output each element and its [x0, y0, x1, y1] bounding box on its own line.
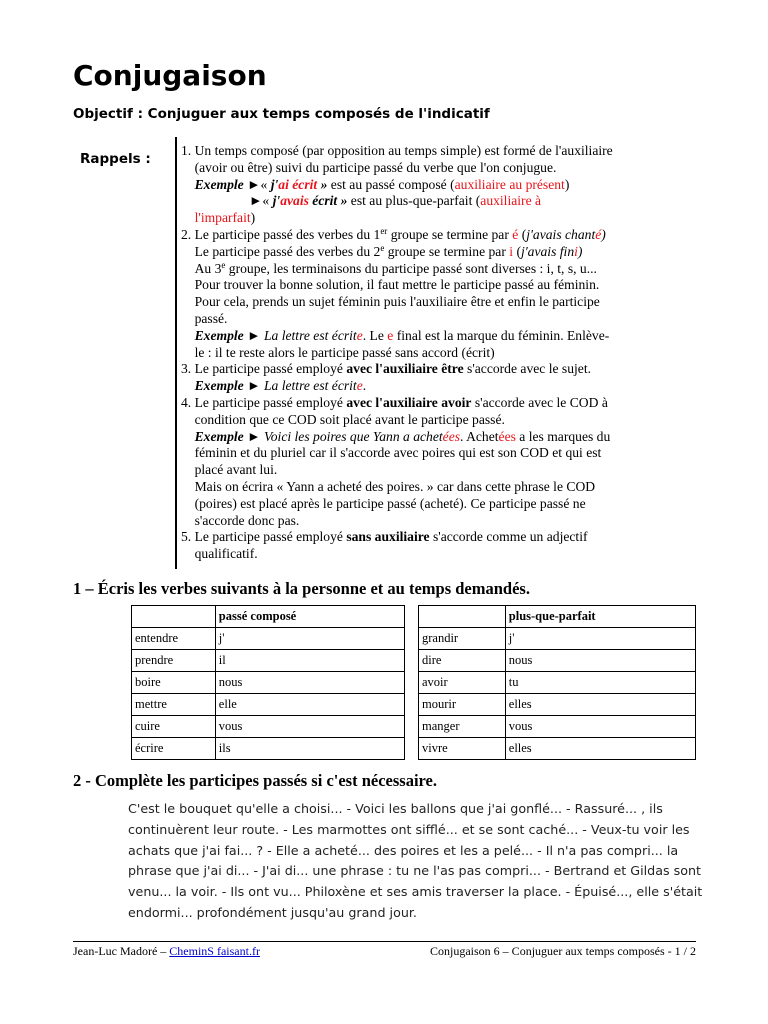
rappels-text: s'accorde donc pas. [181, 512, 300, 528]
rappels-text: Exemple [194, 327, 244, 343]
rappels-text: 2. Le participe passé des verbes du 1 [181, 226, 381, 242]
pronoun-cell[interactable]: nous [215, 672, 404, 694]
verb-cell: dire [419, 650, 506, 672]
rappels-line [181, 143, 681, 160]
rappels-text: e [380, 242, 385, 253]
rappels-label: Rappels : [80, 151, 151, 167]
rappels-text: é [512, 226, 519, 242]
rappels-text: est au passé composé ( [327, 176, 455, 192]
rappels-line [181, 210, 681, 227]
pronoun-cell[interactable]: vous [505, 716, 695, 738]
verb-cell: manger [419, 716, 506, 738]
footer-author: Jean-Luc Madoré – [73, 944, 170, 958]
rappels-text: ( [518, 226, 527, 242]
rappels-text: l'imparfait [194, 210, 251, 226]
rappels-text: Au 3 [181, 260, 222, 276]
objective: Objectif : Conjuguer aux temps composés de l'indicatif [73, 106, 490, 122]
verb-cell: mettre [132, 694, 216, 716]
rappels-line [181, 294, 681, 311]
rappels-text: est au plus-que-parfait ( [347, 193, 481, 209]
table-row [419, 716, 696, 738]
rappels-text: Exemple [194, 176, 248, 192]
rappels-text: e [221, 259, 226, 270]
table-row [419, 650, 696, 672]
rappels-text: féminin et du pluriel car il s'accorde avec poires qui est son COD et qui est [181, 445, 602, 461]
footer-left [73, 944, 260, 958]
rappels-text: Exemple [194, 378, 244, 394]
rappels-line [181, 328, 681, 345]
rappels-text: La lettre est écrit [263, 327, 357, 343]
verb-cell: boire [132, 672, 216, 694]
rappels-text: e [387, 327, 394, 343]
header-cell-tense: plus-que-parfait [505, 606, 695, 628]
rappels-text [181, 177, 195, 192]
exercise2-line: phrase que j'ai di... - J'ai di... une phrase : tu ne l'as pas compri... - Bertrand et Gildas sont [128, 863, 702, 879]
rappels-line [181, 177, 681, 194]
rappels-text: final est la marque du féminin. Enlève- [393, 327, 610, 343]
table-plus-que-parfait [418, 605, 696, 760]
table-row [419, 738, 696, 760]
rappels-text: groupe se termine par [384, 243, 510, 259]
footer-page-info: Conjugaison 6 – Conjuguer aux temps composés - 1 / 2 [430, 944, 696, 958]
rappels-line [181, 227, 681, 244]
verb-cell: mourir [419, 694, 506, 716]
exercise2-line: C'est le bouquet qu'elle a choisi... - Voici les ballons que j'ai gonflé... - Rassuré... , ils [128, 801, 663, 816]
rappels-text: ► [243, 428, 264, 444]
pronoun-cell[interactable]: j' [215, 628, 404, 650]
rappels-text: ) [564, 176, 570, 192]
rappels-line [181, 445, 681, 462]
table-row [132, 738, 405, 760]
rappels-text: qualificatif. [181, 546, 258, 562]
rappels-text: 5. Le participe passé employé [181, 529, 347, 545]
exercise2-line: achats que j'ai fai... ? - Elle a acheté... des poires et les a pelé... - Il n'a pas compri... la [128, 842, 679, 858]
rappels-line [181, 311, 681, 328]
rappels-text [181, 210, 195, 225]
footer-link[interactable]: CheminS faisant.fr [169, 944, 260, 958]
rappels-text: ► [243, 327, 264, 343]
exercise2-title: 2 - Complète les participes passés si c'est nécessaire. [73, 771, 438, 790]
table-header [419, 606, 696, 628]
rappels-text: er [380, 225, 388, 236]
rappels-text: 1. Un temps composé (par opposition au temps simple) est formé de l'auxiliaire [181, 143, 613, 158]
rappels-text: ►« [181, 193, 273, 209]
rappels-text: i [574, 243, 578, 259]
rappels-text: passé. [181, 310, 228, 326]
exercise2-line: continuèrent leur route. - Les marmottes ont sifflé... et se sont caché... - Veux-tu voir les [128, 821, 690, 837]
exercise2-line: endormi... profondément jusqu'au grand jour. [128, 904, 417, 920]
verb-cell: entendre [132, 628, 216, 650]
rappels-text: (avoir ou être) suivi du participe passé du verbe que l'on conjugue. [181, 159, 557, 175]
rappels-list [181, 143, 681, 563]
rappels-text: groupe se termine par [387, 226, 513, 242]
exercise1-title: 1 – Écris les verbes suivants à la personne et au temps demandés. [73, 579, 530, 598]
rappels-text: i [509, 243, 514, 259]
rappels-text: e [356, 378, 363, 394]
rappels-text: j'avais fin [520, 243, 575, 259]
rappels-text: 4. Le participe passé employé [181, 394, 347, 410]
verb-cell: vivre [419, 738, 506, 760]
exercise2-text [128, 799, 703, 924]
rappels-text: Pour trouver la bonne solution, il faut mettre le participe passé au féminin. [181, 277, 600, 293]
footer-divider [73, 941, 696, 942]
verb-cell: écrire [132, 738, 216, 760]
rappels-text [181, 328, 195, 343]
rappels-text: ) [577, 243, 583, 259]
rappels-text: (poires) est placé après le participe passé (acheté). Ce participe passé ne [181, 495, 586, 511]
table-header [132, 606, 405, 628]
pronoun-cell[interactable]: j' [505, 628, 695, 650]
rappels-line [181, 345, 681, 362]
rappels-text: placé avant lui. [181, 462, 278, 478]
rappels-text: a les marques du [515, 428, 611, 444]
rappels-text: le : il te reste alors le participe passé sans accord (écrit) [181, 344, 495, 360]
pronoun-cell[interactable]: vous [215, 716, 404, 738]
table-passe-compose [131, 605, 405, 760]
pronoun-cell[interactable]: elle [215, 694, 404, 716]
page-title: Conjugaison [73, 59, 267, 92]
rappels-text: avais [280, 193, 309, 209]
rappels-text: é [595, 226, 602, 242]
rappels-line [181, 546, 681, 563]
rappels-text: avec l'auxiliaire avoir [346, 394, 472, 410]
rappels-text: Pour cela, prends un sujet féminin puis l'auxiliaire être et enfin le participe [181, 294, 600, 310]
rappels-divider [175, 137, 177, 569]
rappels-line [181, 429, 681, 446]
verb-cell: cuire [132, 716, 216, 738]
table-row [132, 628, 405, 650]
rappels-line [181, 160, 681, 177]
rappels-line [181, 361, 681, 378]
rappels-text: ►« [247, 176, 271, 192]
rappels-text: ) [601, 226, 606, 242]
rappels-text: j'avais chant [526, 226, 596, 242]
rappels-text: auxiliaire à [480, 193, 542, 209]
rappels-text: e [356, 327, 363, 343]
verb-cell: avoir [419, 672, 506, 694]
rappels-line [181, 277, 681, 294]
rappels-text: ées [442, 428, 461, 444]
rappels-text: s'accorde avec le sujet. [463, 361, 591, 377]
rappels-text: La lettre est écrit [263, 378, 357, 394]
pronoun-cell[interactable]: ils [215, 738, 404, 760]
rappels-text: . Achet [460, 428, 499, 444]
rappels-line [181, 496, 681, 513]
header-cell-verb [132, 606, 216, 628]
exercise2-line: venu... la voir. - Ils ont vu... Philoxène et ses amis traverser la place. - Épuisé..., elle s'était [128, 884, 703, 900]
rappels-text: condition que ce COD soit placé avant le participe passé. [181, 411, 505, 427]
rappels-text: . [362, 378, 367, 394]
verb-cell: prendre [132, 650, 216, 672]
rappels-text [181, 429, 195, 444]
rappels-line [181, 244, 681, 261]
rappels-text: 3. Le participe passé employé [181, 361, 347, 377]
rappels-text: j' [272, 193, 281, 209]
rappels-text: ai écrit [278, 176, 318, 192]
rappels-text: avec l'auxiliaire être [346, 361, 464, 377]
rappels-text: auxiliaire au présent [454, 176, 565, 192]
header-cell-tense: passé composé [215, 606, 404, 628]
rappels-line [181, 479, 681, 496]
rappels-text: s'accorde avec le COD à [471, 394, 608, 410]
rappels-text: j' [270, 176, 279, 192]
rappels-text: sans auxiliaire [346, 529, 430, 545]
rappels-line [181, 378, 681, 395]
rappels-text: Le participe passé des verbes du 2 [181, 243, 381, 259]
rappels-line [181, 513, 681, 530]
table-row [132, 672, 405, 694]
pronoun-cell[interactable]: tu [505, 672, 695, 694]
rappels-text: s'accorde comme un adjectif [429, 529, 588, 545]
rappels-text [181, 378, 195, 393]
rappels-line [181, 412, 681, 429]
header-cell-verb [419, 606, 506, 628]
rappels-text: ées [498, 428, 516, 444]
table-row [419, 672, 696, 694]
verb-cell: grandir [419, 628, 506, 650]
rappels-text: ) [250, 210, 256, 226]
rappels-text: . Le [362, 327, 388, 343]
rappels-text: ► [243, 378, 264, 394]
pronoun-cell[interactable]: elles [505, 738, 695, 760]
rappels-text: ( [513, 243, 521, 259]
rappels-line [181, 193, 681, 210]
pronoun-cell[interactable]: nous [505, 650, 695, 672]
rappels-text: Voici les poires que Yann a achet [263, 428, 443, 444]
rappels-text: écrit » [308, 193, 348, 209]
rappels-line [181, 395, 681, 412]
rappels-text: » [317, 176, 328, 192]
rappels-line [181, 529, 681, 546]
pronoun-cell[interactable]: il [215, 650, 404, 672]
rappels-text: Exemple [194, 428, 244, 444]
table-row [132, 694, 405, 716]
table-row [419, 628, 696, 650]
rappels-text: groupe, les terminaisons du participe passé sont diverses : i, t, s, u... [225, 260, 597, 276]
pronoun-cell[interactable]: elles [505, 694, 695, 716]
table-row [419, 694, 696, 716]
rappels-text: Mais on écrira « Yann a acheté des poires. » car dans cette phrase le COD [181, 478, 596, 494]
table-row [132, 716, 405, 738]
rappels-line [181, 261, 681, 278]
rappels-line [181, 462, 681, 479]
table-row [132, 650, 405, 672]
